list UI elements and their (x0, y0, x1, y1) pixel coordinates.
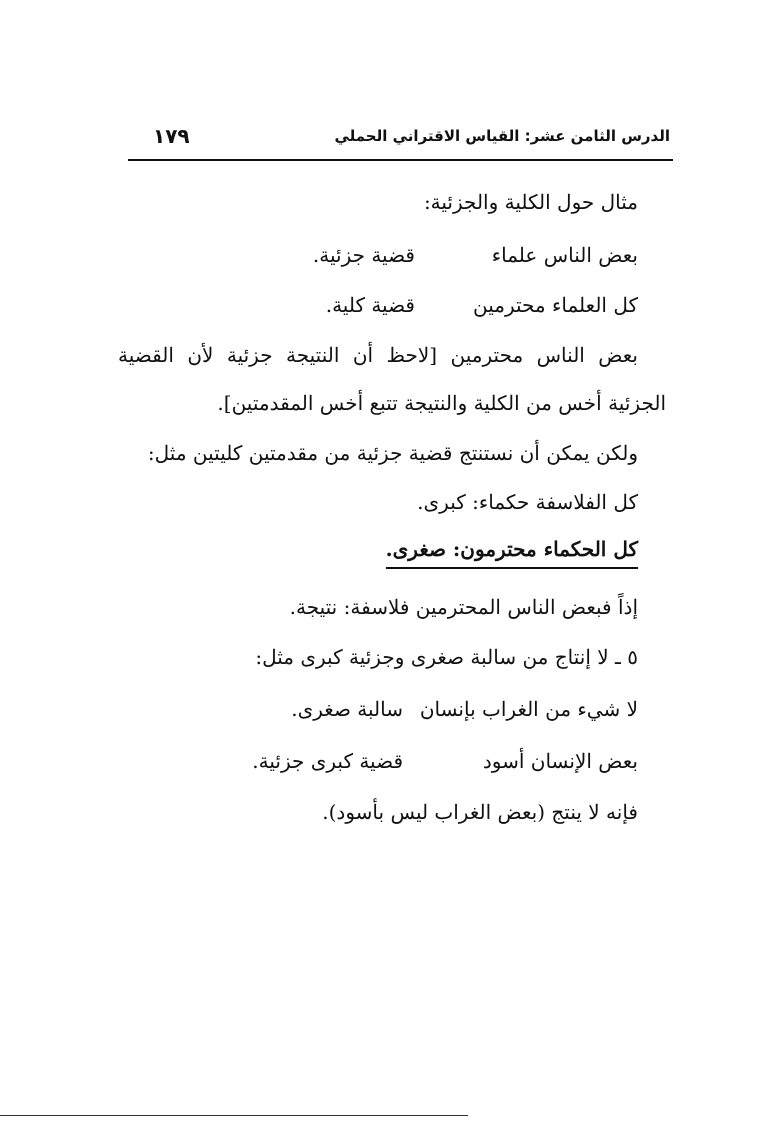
example-heading: مثال حول الكلية والجزئية: (423, 190, 638, 214)
header-rule (128, 159, 673, 161)
minor-premise-wrap (386, 537, 638, 569)
major-premise: كل الفلاسفة حكماء: كبرى. (417, 490, 638, 514)
example-row-2-statement: كل العلماء محترمين (472, 293, 638, 317)
page-number: ١٧٩ (153, 124, 190, 148)
note-line-1: بعض الناس محترمين [لاحظ أن النتيجة جزئية لأن القضية (118, 343, 638, 367)
note-line-2: الجزئية أخس من الكلية والنتيجة تتبع أخس المقدمتين]. (217, 391, 666, 415)
running-header-title: الدرس الثامن عشر: القياس الاقتراني الحملي (334, 127, 670, 145)
final-statement: فإنه لا ينتج (بعض الغراب ليس بأسود). (322, 800, 638, 824)
rule-5-heading: ٥ ـ لا إنتاج من سالبة صغرى وجزئية كبرى مثل: (255, 645, 638, 669)
example-row-1-label: قضية جزئية. (312, 243, 415, 267)
footer-rule (0, 1115, 468, 1116)
example-row-1-statement: بعض الناس علماء (491, 243, 638, 267)
deduction-intro: ولكن يمكن أن نستنتج قضية جزئية من مقدمتين كليتين مثل: (147, 441, 638, 465)
example-row-4-statement: بعض الإنسان أسود (482, 749, 638, 773)
example-row-3-statement: لا شيء من الغراب بإنسان (419, 697, 638, 721)
example-row-2-label: قضية كلية. (325, 293, 415, 317)
example-row-3-label: سالبة صغرى. (291, 697, 403, 721)
example-row-4-label: قضية كبرى جزئية. (252, 749, 403, 773)
conclusion-line: إذاً فبعض الناس المحترمين فلاسفة: نتيجة. (289, 595, 638, 619)
minor-premise: كل الحكماء محترمون: صغرى. (386, 537, 638, 569)
